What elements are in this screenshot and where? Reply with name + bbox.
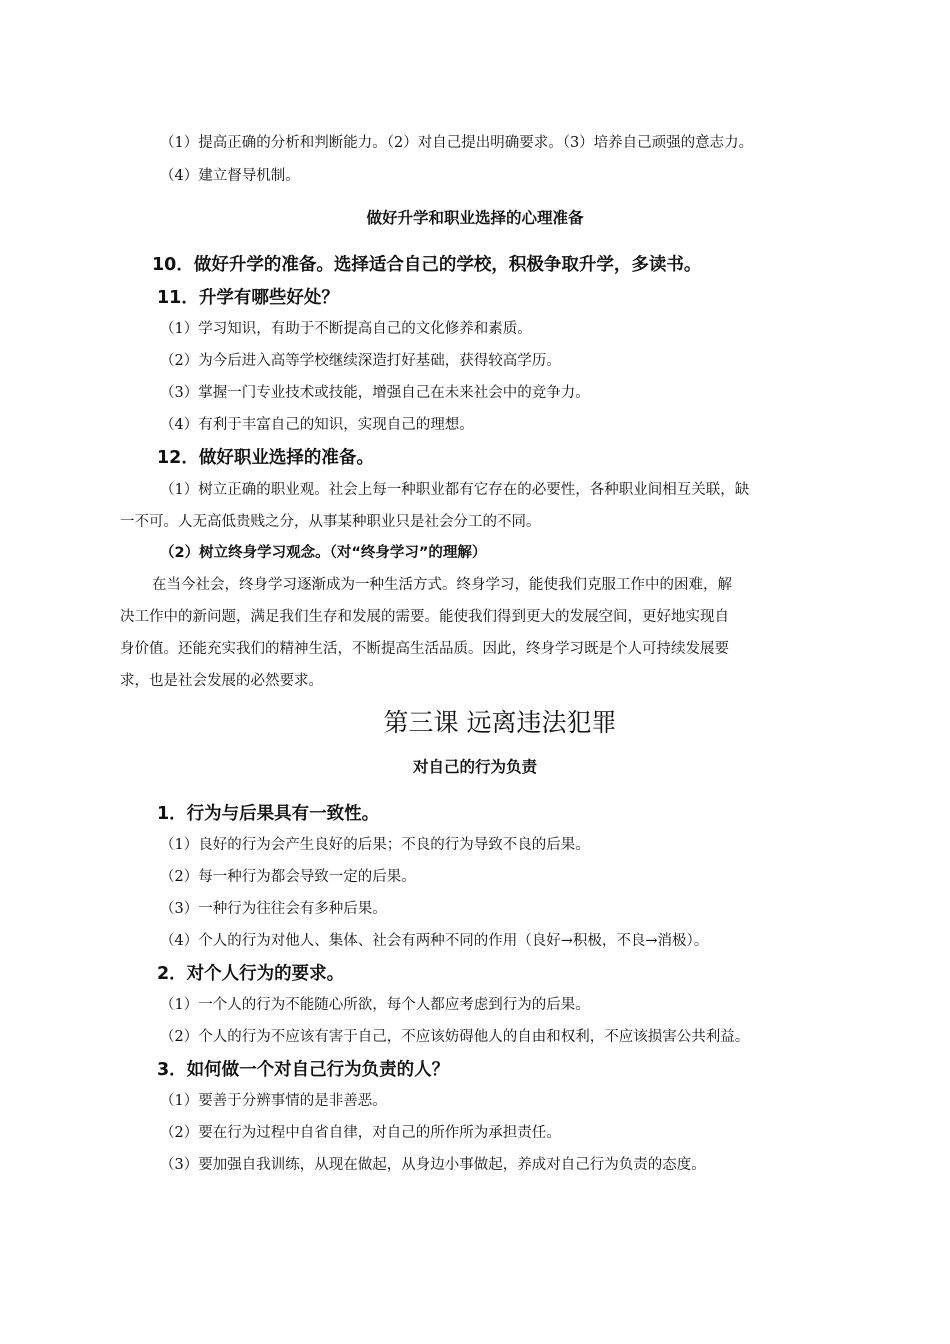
- heading-10: 10．做好升学的准备。选择适合自己的学校，积极争取升学，多读书。: [152, 255, 702, 275]
- paragraph-line: 在当今社会，终身学习逐渐成为一种生活方式。终身学习，能使我们克服工作中的困难，解: [152, 577, 732, 593]
- list-item: （2）为今后进入高等学校继续深造打好基础，获得较高学历。: [160, 353, 561, 369]
- list-item: （3）要加强自我训练，从现在做起，从身边小事做起，养成对自己行为负责的态度。: [160, 1157, 706, 1173]
- h12-paragraph-1-line-1: （1）树立正确的职业观。社会上每一种职业都有它存在的必要性，各种职业间相互关联，缺: [160, 482, 750, 498]
- heading-2: 2．对个人行为的要求。: [157, 964, 345, 984]
- list-item: （1）学习知识，有助于不断提高自己的文化修养和素质。: [160, 321, 532, 337]
- list-item: （2）每一种行为都会导致一定的后果。: [160, 869, 416, 885]
- list-item: （4）个人的行为对他人、集体、社会有两种不同的作用（良好→积极，不良→消极）。: [160, 933, 709, 949]
- section-title-responsibility: 对自己的行为负责: [412, 758, 537, 776]
- paragraph-line: 决工作中的新问题，满足我们生存和发展的需要。能使我们得到更大的发展空间，更好地实现自: [120, 609, 729, 625]
- heading-12: 12．做好职业选择的准备。: [157, 448, 374, 468]
- heading-11: 11．升学有哪些好处？: [157, 288, 339, 308]
- top-line-2: （4）建立督导机制。: [160, 168, 300, 184]
- paragraph-line: 求，也是社会发展的必然要求。: [120, 673, 323, 689]
- top-line-1: （1）提高正确的分析和判断能力。（2）对自己提出明确要求。（3）培养自己顽强的意志力。: [160, 135, 754, 151]
- list-item: （1）一个人的行为不能随心所欲，每个人都应考虑到行为的后果。: [160, 997, 590, 1013]
- heading-1: 1．行为与后果具有一致性。: [157, 804, 380, 824]
- list-item: （2）个人的行为不应该有害于自己，不应该妨碍他人的自由和权利，不应该损害公共利益。: [160, 1029, 750, 1045]
- list-item: （1）良好的行为会产生良好的后果；不良的行为导致不良的后果。: [160, 837, 590, 853]
- h12-subheading-2: （2）树立终身学习观念。（对“终身学习”的理解）: [160, 545, 487, 561]
- h12-paragraph-1-line-2: 一不可。人无高低贵贱之分，从事某种职业只是社会分工的不同。: [120, 514, 541, 530]
- list-item: （3）掌握一门专业技术或技能，增强自己在未来社会中的竞争力。: [160, 385, 590, 401]
- heading-3: 3．如何做一个对自己行为负责的人？: [157, 1060, 450, 1080]
- list-item: （3）一种行为往往会有多种后果。: [160, 901, 387, 917]
- list-item: （4）有利于丰富自己的知识，实现自己的理想。: [160, 417, 474, 433]
- list-item: （2）要在行为过程中自省自律，对自己的所作所为承担责任。: [160, 1125, 561, 1141]
- chapter-title: 第三课 远离违法犯罪: [383, 708, 617, 737]
- list-item: （1）要善于分辨事情的是非善恶。: [160, 1093, 387, 1109]
- section-title-psych-prep: 做好升学和职业选择的心理准备: [366, 209, 584, 227]
- paragraph-line: 身价值。还能充实我们的精神生活，不断提高生活品质。因此，终身学习既是个人可持续发展要: [120, 641, 729, 657]
